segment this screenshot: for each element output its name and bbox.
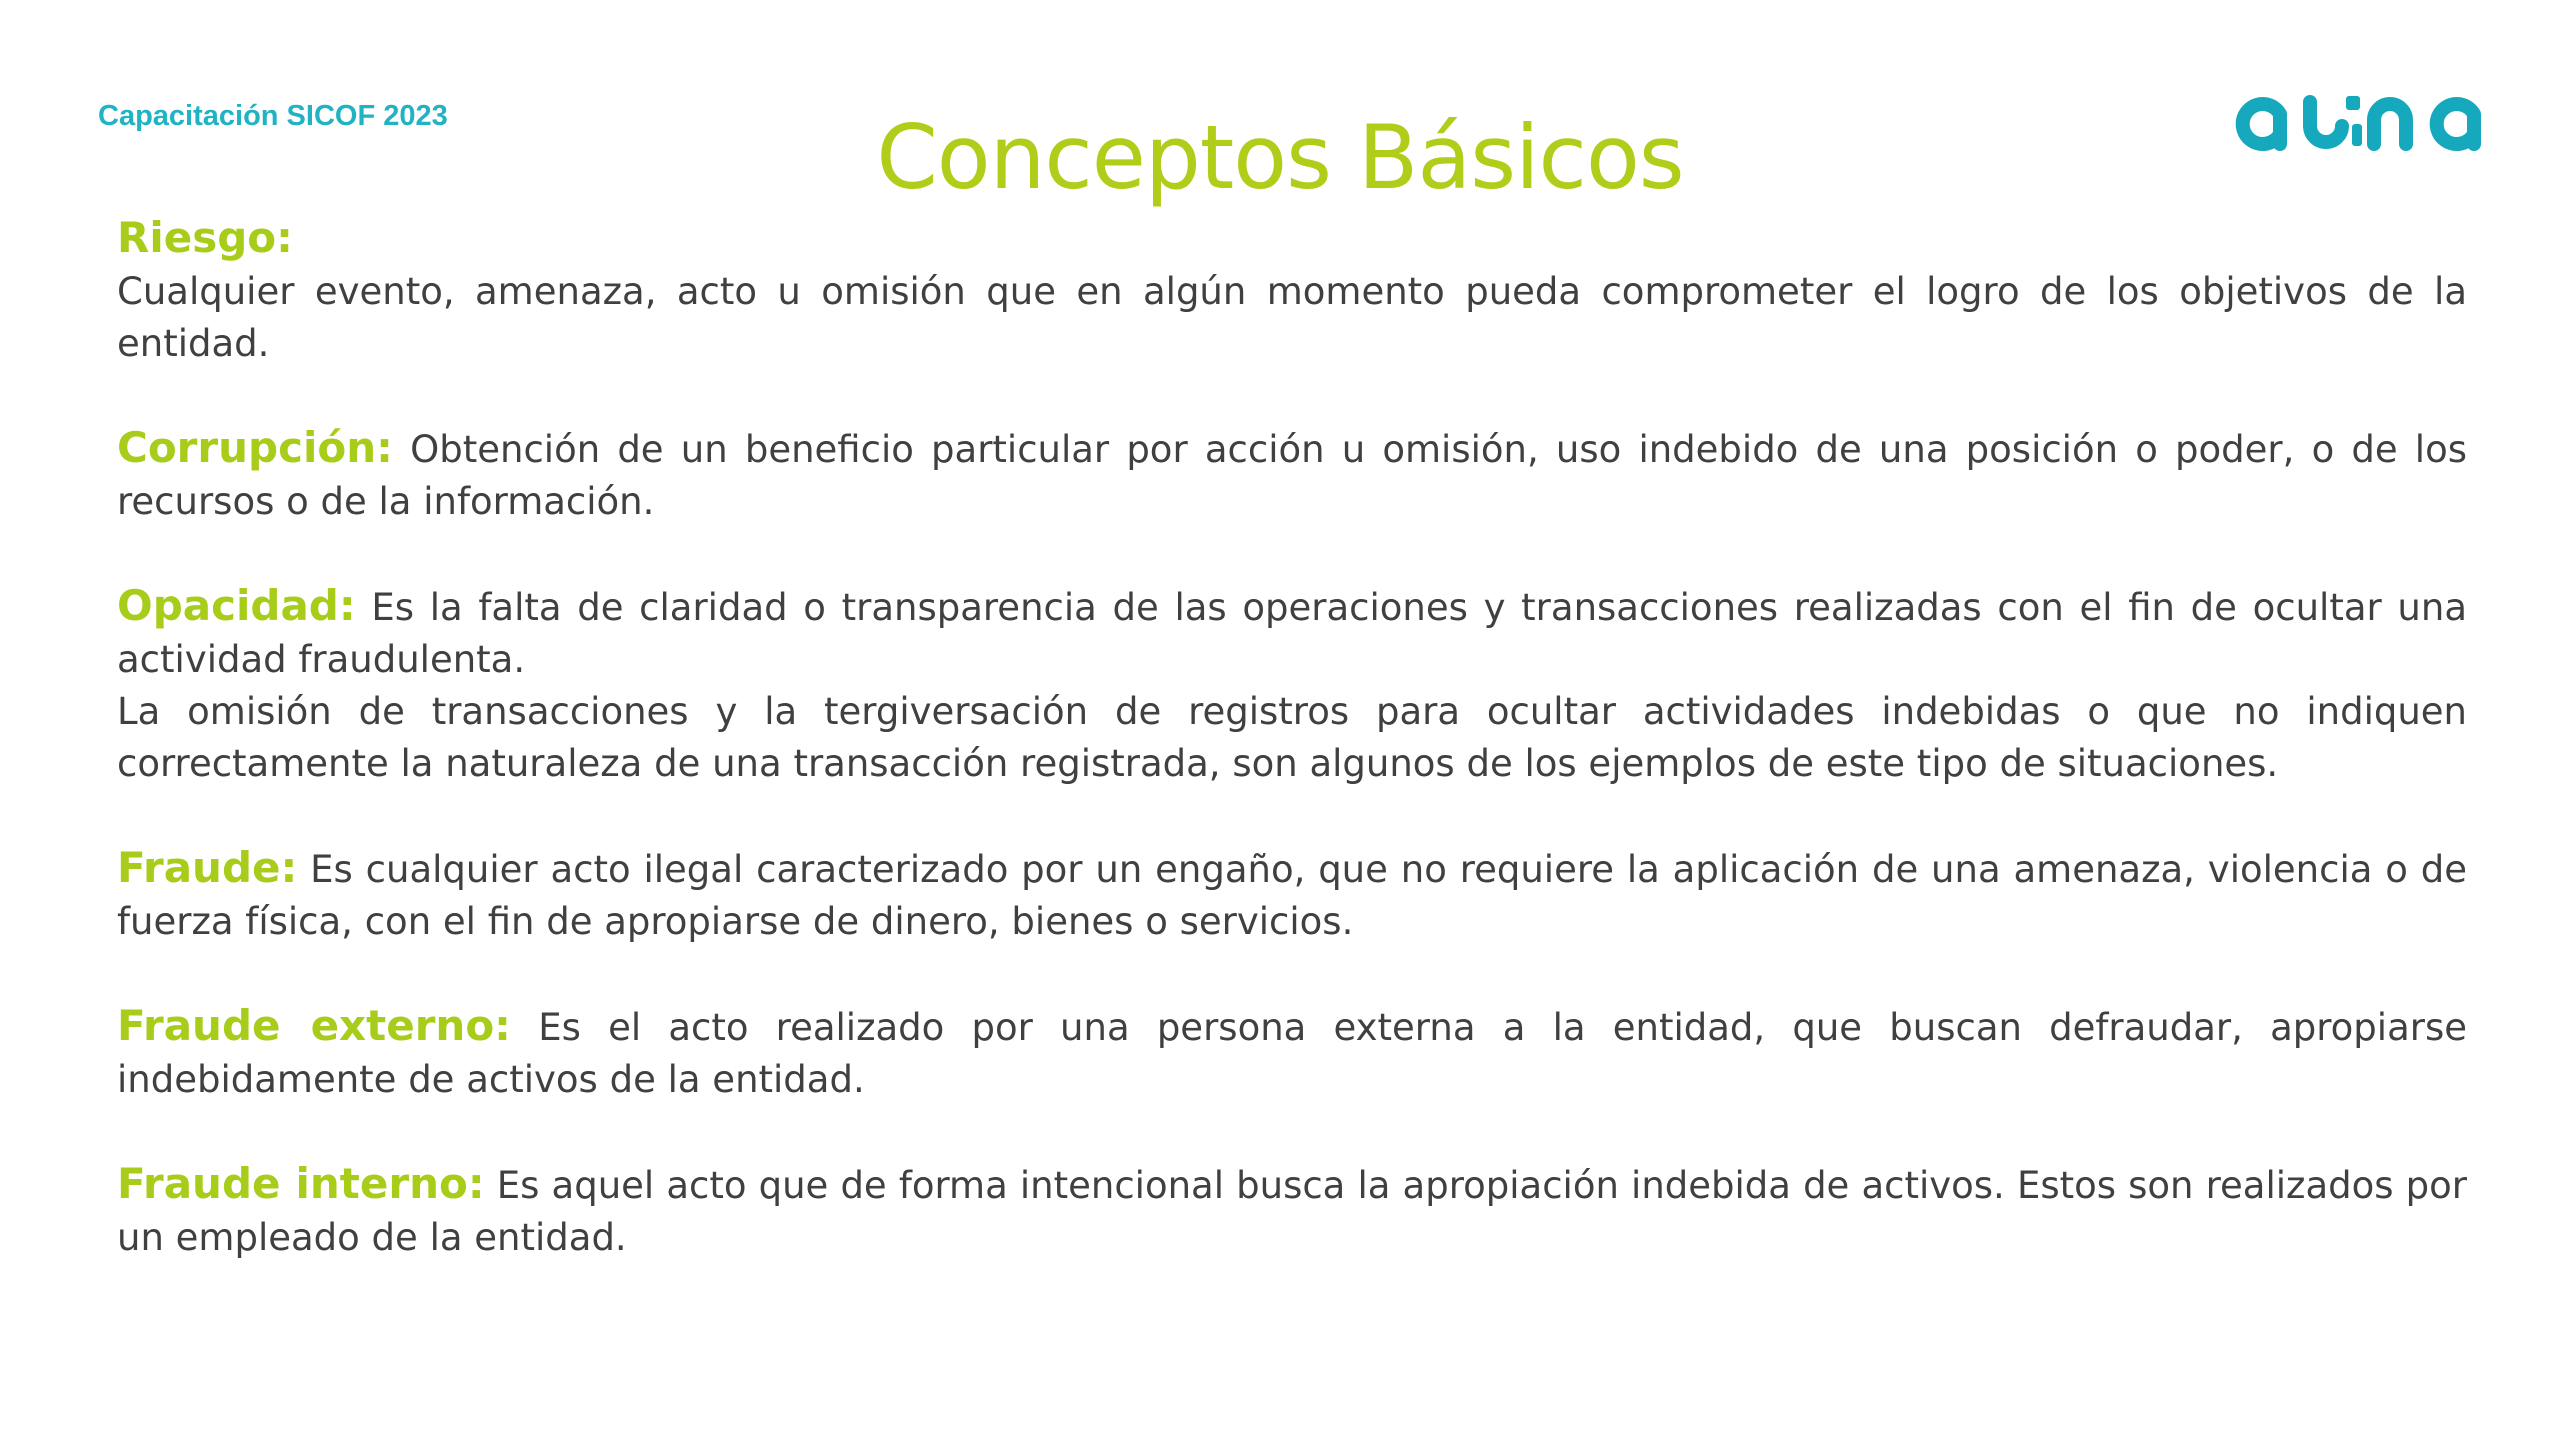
term-opacidad: Opacidad: <box>117 581 356 630</box>
term-corrupcion: Corrupción: <box>117 423 393 472</box>
definition-opacidad-text-1: Es la falta de claridad o transparencia de las operaciones y transacciones realizadas con el fin de ocultar una actividad fraudulenta. <box>117 586 2467 681</box>
definition-riesgo-text: Cualquier evento, amenaza, acto u omisión que en algún momento pueda comprometer el logro de los objetivos de la entidad. <box>117 270 2467 365</box>
definition-fraude-externo <box>117 1000 2467 1106</box>
definition-opacidad-paragraph-2: La omisión de transacciones y la tergiversación de registros para ocultar actividades indebidas o que no indiquen correctamente la naturaleza de una transacción registrada, son algunos de los ejemplos de este tipo de situaciones. <box>117 690 2467 785</box>
definition-corrupcion-text: Obtención de un beneficio particular por acción u omisión, uso indebido de una posición o poder, o de los recursos o de la información. <box>117 428 2467 523</box>
auna-logo <box>2228 84 2488 156</box>
definition-opacidad <box>117 580 2467 790</box>
definition-fraude-externo-text: Es el acto realizado por una persona externa a la entidad, que buscan defraudar, apropiarse indebidamente de activos de la entidad. <box>117 1006 2467 1101</box>
definition-opacidad-paragraph-1 <box>117 580 2467 686</box>
definition-riesgo <box>117 212 2467 370</box>
definition-fraude-interno <box>117 1158 2467 1264</box>
term-riesgo: Riesgo: <box>117 213 293 262</box>
definition-fraude <box>117 842 2467 948</box>
definition-corrupcion <box>117 422 2467 528</box>
term-fraude-interno: Fraude interno: <box>117 1159 485 1208</box>
definition-fraude-text: Es cualquier acto ilegal caracterizado por un engaño, que no requiere la aplicación de una amenaza, violencia o de fuerza física, con el fin de apropiarse de dinero, bienes o servicios. <box>117 848 2467 943</box>
term-fraude: Fraude: <box>117 843 298 892</box>
term-fraude-externo: Fraude externo: <box>117 1001 511 1050</box>
definitions-content <box>117 212 2467 1316</box>
training-label: Capacitación SICOF 2023 <box>98 100 448 132</box>
page-title: Conceptos Básicos <box>876 106 1684 209</box>
definition-fraude-interno-text: Es aquel acto que de forma intencional busca la apropiación indebida de activos. Estos son realizados por un empleado de la entidad. <box>117 1164 2467 1259</box>
